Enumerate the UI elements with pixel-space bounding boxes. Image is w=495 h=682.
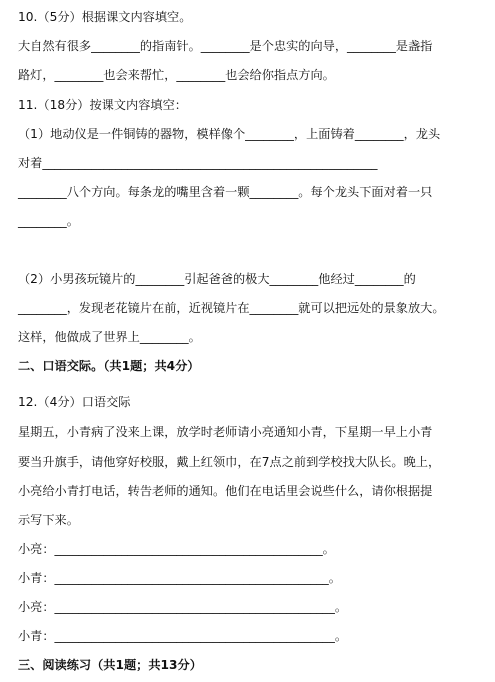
section-3-title: 三、阅读练习（共1题；共13分） (18, 658, 202, 672)
q11-part2-line-3: 这样，他做成了世界上________。 (18, 330, 201, 344)
q11-part1-line-2: 对着_______________________________________________________ (18, 156, 378, 170)
q12-header: 12.（4分）口语交际 (18, 395, 131, 409)
q11-part1-line-3: ________八个方向。每条龙的嘴里含着一颗________。每个龙头下面对着一只 (18, 185, 433, 199)
q11-part2-line-1: （2）小男孩玩镜片的________引起爸爸的极大________他经过________的 (18, 272, 416, 286)
q12-body-line-3: 小亮给小青打电话，转告老师的通知。他们在电话里会说些什么，请你根据提 (18, 484, 433, 498)
q12-dialog-line-2: 小青：_____________________________________________。 (18, 571, 341, 585)
q12-dialog-line-3: 小亮：______________________________________________。 (18, 600, 348, 614)
section-2-title: 二、口语交际。（共1题；共4分） (18, 359, 200, 373)
q10-header: 10.（5分）根据课文内容填空。 (18, 10, 192, 24)
q11-part1-line-1: （1）地动仪是一件铜铸的器物，模样像个________，上面铸着________，龙头 (18, 127, 441, 141)
q11-part2-line-2: ________，发现老花镜片在前，近视镜片在________就可以把远处的景象放大。 (18, 301, 445, 315)
q12-dialog-line-4: 小青：______________________________________________。 (18, 629, 348, 643)
q12-body-line-2: 要当升旗手，请他穿好校服，戴上红领巾，在7点之前到学校找大队长。晚上， (18, 455, 441, 469)
q11-part1-line-4: ________。 (18, 214, 79, 228)
q12-body-line-4: 示写下来。 (18, 513, 79, 527)
q12-body-line-1: 星期五，小青病了没来上课，放学时老师请小亮通知小青，下星期一早上小青 (18, 425, 433, 439)
q12-dialog-line-1: 小亮：____________________________________________。 (18, 542, 335, 556)
q10-line-1: 大自然有很多________的指南针。________是个忠实的向导，________是盏指 (18, 39, 433, 53)
q10-line-2: 路灯，________也会来帮忙，________也会给你指点方向。 (18, 68, 335, 82)
q11-header: 11.（18分）按课文内容填空： (18, 98, 187, 112)
